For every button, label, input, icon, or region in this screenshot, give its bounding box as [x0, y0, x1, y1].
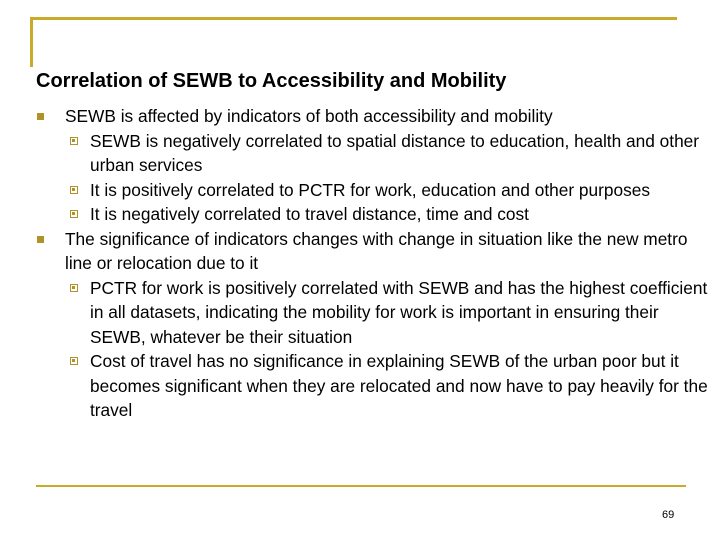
sub-bullet-item [36, 178, 716, 203]
hollow-square-bullet-icon [70, 357, 78, 365]
sub-bullet-item [36, 129, 716, 178]
slide-content [36, 104, 716, 423]
frame-top-line [30, 17, 677, 20]
square-bullet-icon [37, 113, 44, 120]
hollow-square-bullet-icon [70, 137, 78, 145]
bullet-item [36, 104, 716, 129]
bullet-text: The significance of indicators changes with change in situation like the new metro line or relocation due to it [65, 228, 688, 273]
sub-bullet-item [36, 349, 716, 423]
sub-bullet-text: SEWB is negatively correlated to spatial distance to education, health and other urban services [90, 130, 700, 175]
bullet-text: SEWB is affected by indicators of both accessibility and mobility [65, 106, 553, 126]
sub-bullet-text: It is negatively correlated to travel distance, time and cost [90, 204, 529, 224]
square-bullet-icon [37, 236, 44, 243]
hollow-square-bullet-icon [70, 210, 78, 218]
bullet-item [36, 227, 716, 276]
sub-bullet-text: It is positively correlated to PCTR for work, education and other purposes [90, 179, 650, 200]
hollow-square-bullet-icon [70, 186, 78, 194]
sub-bullet-item [36, 276, 716, 350]
frame-left-line [30, 17, 33, 67]
sub-bullet-item [36, 202, 716, 227]
slide-title: Correlation of SEWB to Accessibility and Mobility [36, 70, 507, 92]
sub-bullet-text: Cost of travel has no significance in explaining SEWB of the urban poor but it becomes significant when they are relocated and now have to pay heavily for the travel [90, 351, 708, 420]
sub-bullet-text: PCTR for work is positively correlated with SEWB and has the highest coefficient in all datasets, indicating the mobility for work is important in ensuring their SEWB, whatever be their situation [90, 277, 708, 347]
page-number: 69 [662, 509, 675, 521]
hollow-square-bullet-icon [70, 284, 78, 292]
footer-line [36, 485, 686, 487]
